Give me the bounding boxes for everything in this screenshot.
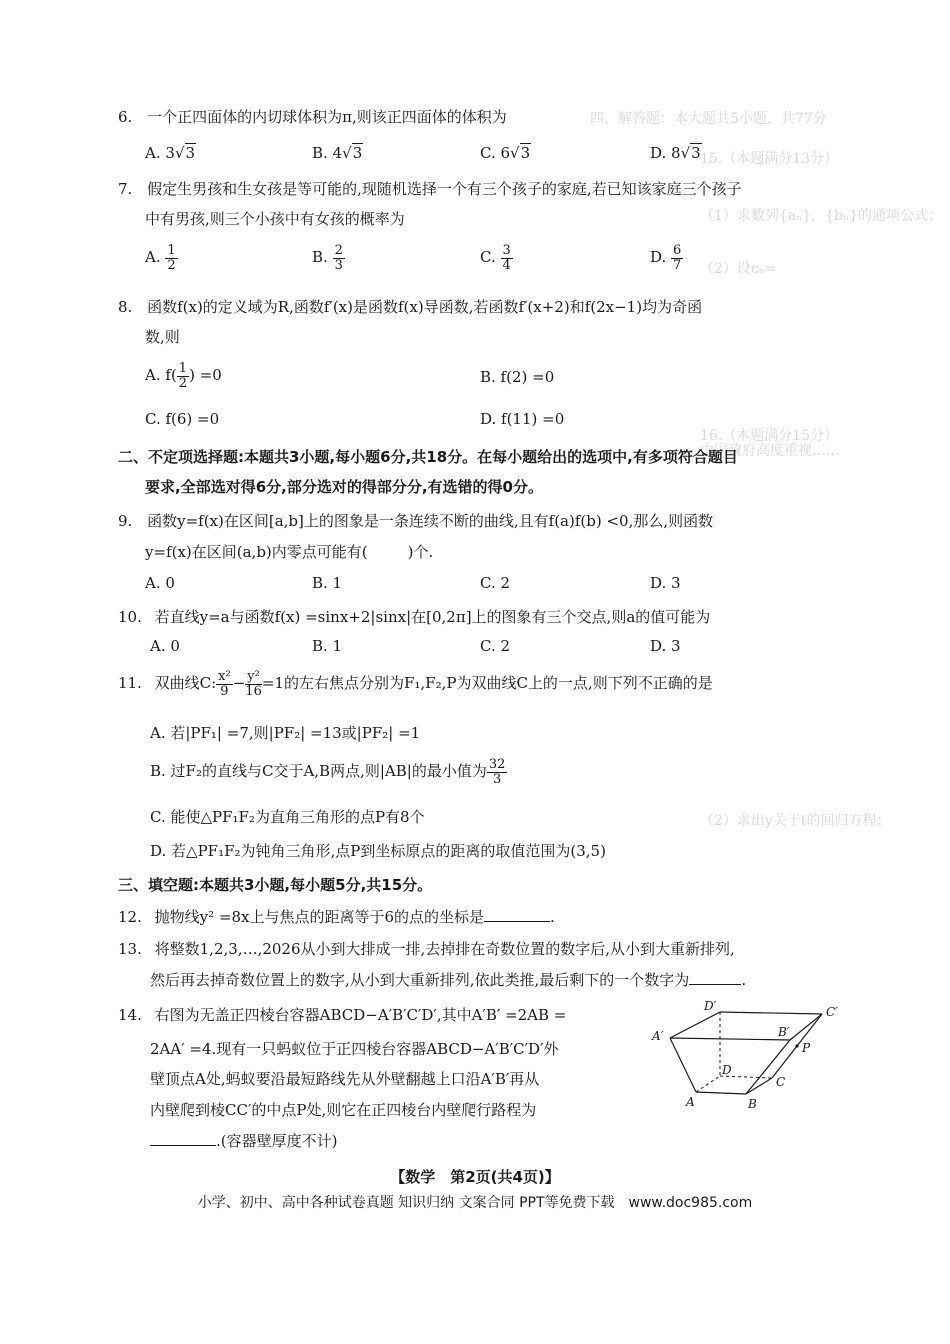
option-coef: 8 [671, 144, 681, 162]
ghost-text: 15.（本题满分13分） [700, 151, 839, 167]
answer-blank [689, 984, 741, 985]
edge-BpCp [790, 1014, 822, 1040]
option-label: A. [145, 248, 161, 267]
fraction: $\frac{\text{y²}}{16}$ [245, 669, 262, 699]
frustum-diagram [650, 1000, 850, 1116]
option-label: D. [650, 144, 667, 162]
label-D: D [722, 1063, 732, 1077]
edge-DpCp [720, 1012, 822, 1014]
label-C: C [776, 1075, 786, 1089]
question-10 [118, 606, 710, 627]
option-d [650, 244, 683, 272]
question-stem-cont [150, 1130, 337, 1151]
stem-text: 然后再去掉奇数位置上的数字,从小到大重新排列,依此类推,最后剩下的一个数字为 [150, 971, 690, 989]
question-9 [118, 510, 713, 531]
question-14 [118, 1004, 566, 1025]
question-number: 11. [118, 674, 142, 693]
edge-AAp [670, 1038, 696, 1092]
edge-AD [696, 1076, 720, 1092]
option-coef: 4 [332, 144, 343, 162]
option-label: B. [312, 144, 328, 162]
option-d: D. f(11) =0 [480, 410, 565, 428]
option-b: B. 1 [312, 574, 343, 592]
ghost-text: （2）设cₙ= [700, 261, 777, 277]
question-stem: 将整数1,2,3,…,2026从小到大排成一排,去掉排在奇数位置的数字后,从小到大重新排列, [154, 940, 735, 958]
option-b: B. 4√3 [312, 144, 363, 162]
option-label: D. [650, 248, 667, 267]
option-c: C. 2 [480, 574, 511, 592]
option-b [312, 244, 345, 272]
question-11 [118, 670, 713, 698]
question-stem: 若直线y=a与函数f(x) =sinx+2|sinx|在[0,2π]上的图象有三个交点,则a的值可能为 [154, 608, 711, 626]
fraction: $\frac{1}{2}$ [167, 243, 176, 273]
label-Bp: B′ [778, 1025, 790, 1039]
radicand: 3 [185, 144, 196, 162]
option-label: C. [480, 248, 496, 267]
option-a [145, 362, 222, 390]
question-stem-cont: 内壁爬到棱CC′的中点P处,则它在正四棱台内壁爬行路程为 [150, 1101, 537, 1119]
question-6 [118, 106, 507, 127]
option-coef: 3 [165, 144, 175, 162]
fraction: $\frac{\text{x²}}{9}$ [218, 669, 231, 699]
question-number: 7. [118, 180, 133, 198]
label-P: P [802, 1041, 811, 1055]
option-label: A. [145, 366, 161, 385]
page-footer-title: 【数学 第2页(共4页)】 [390, 1168, 560, 1186]
option-c: C. 6√3 [480, 144, 531, 162]
radicand: 3 [520, 144, 531, 162]
edge-ApBp [670, 1038, 790, 1040]
section-header: 三、填空题:本题共3小题,每小题5分,共15分。 [118, 876, 433, 894]
label-B: B [748, 1097, 757, 1111]
question-stem-cont: 中有男孩,则三个小孩中有女孩的概率为 [145, 210, 405, 228]
answer-blank [150, 1145, 216, 1146]
question-stem: =1的左右焦点分别为F₁,F₂,P为双曲线C上的一点,则下列不正确的是 [261, 674, 713, 693]
question-8 [118, 296, 702, 317]
question-stem: 假定生男孩和生女孩是等可能的,现随机选择一个有三个孩子的家庭,若已知该家庭三个孩子 [147, 180, 742, 198]
option-d: D. 3 [650, 637, 681, 655]
option-text: f( [165, 366, 177, 385]
fraction: $\frac{32}{3}$ [488, 757, 506, 787]
option-d: D. 3 [650, 574, 681, 592]
question-number: 12. [118, 908, 142, 926]
question-stem-cont: 2AA′ =4.现有一只蚂蚁位于正四棱台容器ABCD−A′B′C′D′外 [150, 1040, 559, 1058]
stem-text: .(容器壁厚度不计) [216, 1132, 338, 1150]
option-d: D. 8√3 [650, 144, 701, 162]
answer-blank [484, 921, 550, 922]
question-stem: . [550, 908, 555, 926]
ghost-text: （2）求出y关于t的回归方程； [700, 813, 891, 829]
question-stem-cont: 壁顶点A处,蚂蚁要沿最短路线先从外壁翻越上口沿A′B′再从 [150, 1070, 540, 1088]
option-c [480, 244, 513, 272]
option-a: A. 0 [150, 637, 180, 655]
stem-text: . [741, 971, 747, 989]
option-b: B. 1 [312, 637, 343, 655]
point-p [795, 1044, 798, 1047]
question-stem: 抛物线y² =8x上与焦点的距离等于6的点的坐标是 [154, 908, 485, 926]
question-stem-cont [145, 541, 433, 562]
question-stem-cont [150, 969, 746, 990]
question-stem: 右图为无盖正四棱台容器ABCD−A′B′C′D′,其中A′B′ =2AB = [154, 1006, 567, 1024]
section-header-cont: 要求,全部选对得6分,部分选对的得部分分,有选错的得0分。 [145, 478, 543, 496]
option-b [150, 758, 507, 786]
question-stem: 一个正四面体的内切球体积为π,则该正四面体的体积为 [147, 108, 507, 126]
edge-AB [696, 1092, 746, 1094]
option-label: A. [145, 144, 161, 162]
question-number: 6. [118, 108, 133, 126]
fraction: $\frac{3}{4}$ [502, 243, 511, 273]
question-12 [118, 906, 555, 927]
section-header: 二、不定项选择题:本题共3小题,每小题6分,共18分。在每小题给出的选项中,有多项符合题目 [118, 448, 738, 466]
label-A: A [686, 1095, 695, 1109]
stem-text: )个. [407, 543, 434, 561]
question-13 [118, 938, 735, 959]
option-text: ) =0 [189, 366, 222, 385]
option-b: B. f(2) =0 [480, 368, 555, 386]
question-stem-cont: 数,则 [145, 328, 180, 346]
option-a: A. 若|PF₁| =7,则|PF₂| =13或|PF₂| =1 [150, 724, 421, 742]
radicand: 3 [352, 144, 363, 162]
option-text: B. 过F₂的直线与C交于A,B两点,则|AB|的最小值为 [150, 762, 487, 781]
label-Dp: D′ [704, 1000, 717, 1013]
option-label: C. [480, 144, 496, 162]
option-a [145, 244, 178, 272]
ghost-text: （1）求数列{aₙ}，{bₙ}的通项公式； [700, 208, 942, 224]
option-label: B. [312, 248, 328, 267]
question-number: 10. [118, 608, 142, 626]
label-Ap: A′ [652, 1029, 664, 1043]
ghost-text: 中国政府高度重视…… [700, 443, 840, 459]
question-number: 13. [118, 940, 142, 958]
page-footer-note: 小学、初中、高中各种试卷真题 知识归纳 文案合同 PPT等免费下载 www.doc985.com [197, 1195, 753, 1211]
fraction: $\frac{1}{2}$ [178, 361, 188, 391]
edge-ApDp [670, 1012, 720, 1038]
question-stem: 函数y=f(x)在区间[a,b]上的图象是一条连续不断的曲线,且有f(a)f(b) <0,那么,则函数 [147, 512, 714, 530]
edge-BC [746, 1078, 772, 1094]
minus-sign: − [232, 674, 246, 693]
ghost-text: 四、解答题：本大题共5小题，共77分 [590, 111, 827, 127]
radicand: 3 [691, 144, 701, 162]
stem-text: y=f(x)在区间(a,b)内零点可能有( [145, 543, 368, 561]
option-c: C. f(6) =0 [145, 410, 220, 428]
option-c: C. 能使△PF₁F₂为直角三角形的点P有8个 [150, 808, 425, 826]
option-d: D. 若△PF₁F₂为钝角三角形,点P到坐标原点的距离的取值范围为(3,5) [150, 842, 606, 860]
option-c: C. 2 [480, 637, 511, 655]
ghost-text: 16.（本题满分15分） [700, 428, 839, 444]
fraction: $\frac{6}{7}$ [673, 243, 682, 273]
option-a: A. 0 [145, 574, 175, 592]
option-coef: 6 [500, 144, 511, 162]
question-number: 9. [118, 512, 133, 530]
question-7 [118, 178, 742, 199]
question-number: 14. [118, 1006, 142, 1024]
question-stem: 双曲线C: [154, 674, 217, 693]
option-a: A. 3√3 [145, 144, 196, 162]
question-number: 8. [118, 298, 133, 316]
fraction: $\frac{2}{3}$ [334, 243, 343, 273]
question-stem: 函数f(x)的定义域为R,函数f′(x)是函数f(x)导函数,若函数f′(x+2)和f(2x−1)均为奇函 [147, 298, 703, 316]
label-Cp: C′ [826, 1005, 838, 1019]
